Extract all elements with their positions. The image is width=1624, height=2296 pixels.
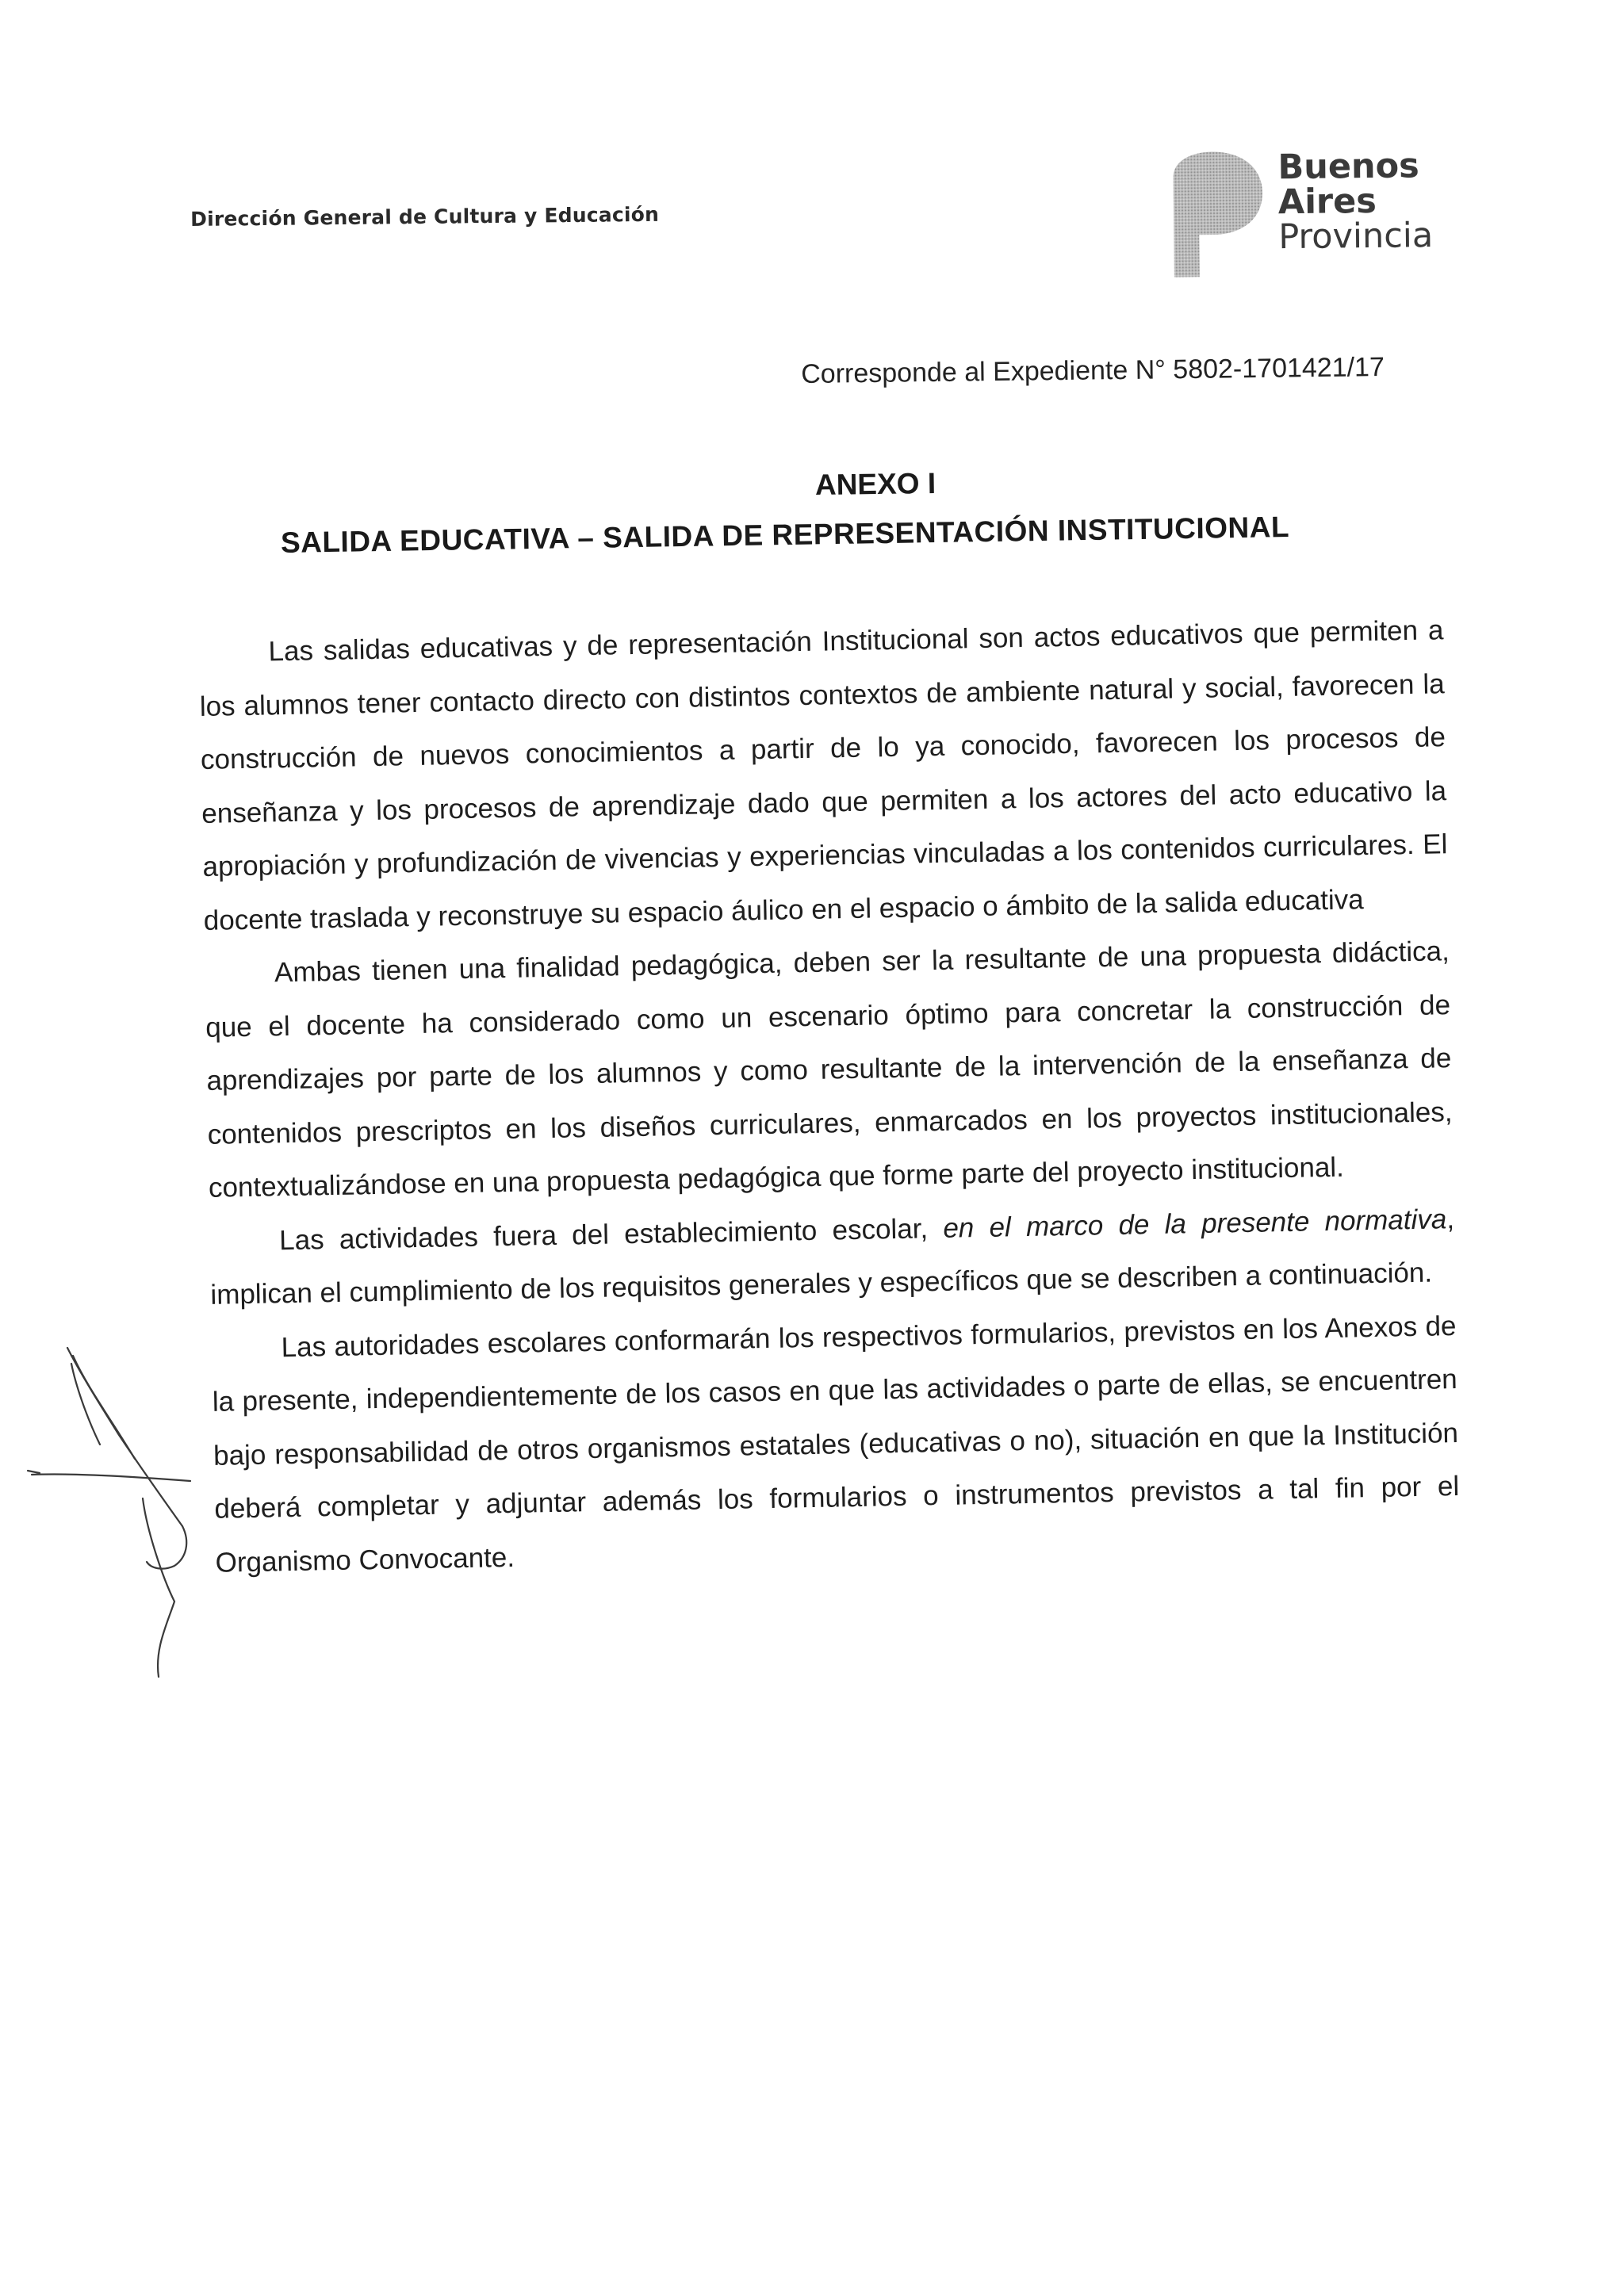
file-reference: Corresponde al Expediente N° 5802-1701421/17 [801, 352, 1385, 389]
paragraph-2: Ambas tienen una finalidad pedagógica, deben ser la resultante de una propuesta didáctica, que el docente ha considerado como un escenario óptimo para concretar la construcción de aprendizajes por parte de los alumnos y como resultante de la intervención de la enseñanza de contenidos prescriptos en los diseños curriculares, enmarcados en los proyectos institucionales, contextualizándose en una propuesta pedagógica que forme parte del proyecto institucional. [205, 936, 1453, 1203]
paragraph-3-text-before: Las actividades fuera del establecimiento escolar, [278, 1212, 944, 1256]
logo-line-aires: Aires [1277, 181, 1377, 223]
logo-line-provincia: Provincia [1278, 216, 1434, 258]
document-body [198, 603, 1461, 1590]
paragraph-1: Las salidas educativas y de representación Institucional son actos educativos que permiten a los alumnos tener contacto directo con distintos contextos de ambiente natural y social, favorecen la construcción de nuevos conocimientos a partir de lo ya conocido, favorecen los procesos de enseñanza y los procesos de aprendizaje dado que permiten a los actores del acto educativo la apropiación y profundización de vivencias y experiencias vinculadas a los contenidos curriculares. El docente traslada y reconstruye su espacio áulico en el espacio o ámbito de la salida educativa [199, 614, 1448, 936]
annex-subtitle: SALIDA EDUCATIVA – SALIDA DE REPRESENTACIÓN INSTITUCIONAL [280, 511, 1290, 559]
paragraph-3-italic: en el marco de la presente normativa [943, 1203, 1447, 1244]
province-p-logo-icon [1165, 145, 1270, 281]
handwritten-signature [24, 1340, 206, 1681]
buenos-aires-provincia-logo [1149, 137, 1436, 283]
organization-name: Dirección General de Cultura y Educación [190, 202, 660, 231]
paragraph-4: Las autoridades escolares conformarán los respectivos formularios, previstos en los Anexos de la presente, independientemente de los casos en que las actividades o parte de ellas, se encuentren bajo responsabilidad de otros organismos estatales (educativas o no), situación en que la Institución deberá completar y adjuntar además los formularios o instrumentos previstos a tal fin por el Organismo Convocante. [212, 1310, 1460, 1578]
annex-title: ANEXO I [814, 466, 936, 502]
paragraph-3-text-after: , implican el cumplimiento de los requisitos generales y específicos que se describen a continuación. [210, 1203, 1455, 1311]
logo-line-buenos: Buenos [1277, 146, 1419, 188]
logo-wordmark [1277, 146, 1434, 258]
